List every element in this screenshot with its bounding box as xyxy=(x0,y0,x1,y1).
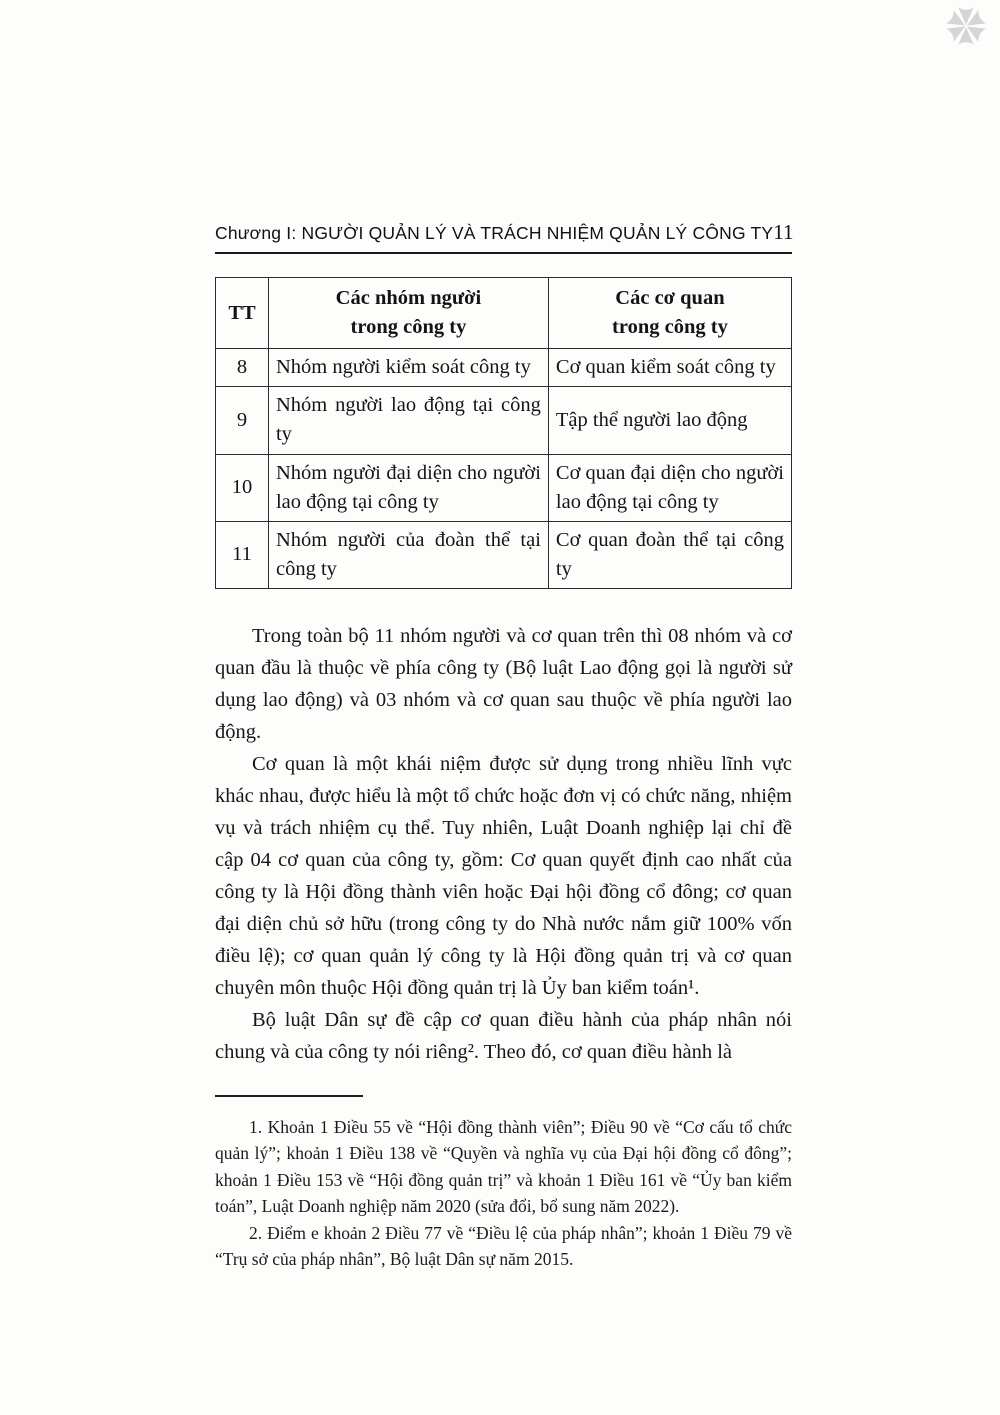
body-paragraph: Trong toàn bộ 11 nhóm người và cơ quan trên thì 08 nhóm và cơ quan đầu là thuộc về phía công ty (Bộ luật Lao động gọi là người sử dụng lao động) và 03 nhóm và cơ quan sau thuộc về phía người lao động. xyxy=(215,624,792,743)
group-cell: Nhóm người đại diện cho người lao động tại công ty xyxy=(268,454,548,521)
organ-cell: Tập thể người lao động xyxy=(548,387,791,454)
row-number: 9 xyxy=(216,387,269,454)
footnote-separator xyxy=(215,1095,363,1097)
col-header-groups xyxy=(268,278,548,349)
col-header-organs xyxy=(548,278,791,349)
footnote: 2. Điểm e khoản 2 Điều 77 về “Điều lệ của pháp nhân”; khoản 1 Điều 79 về “Trụ sở của pháp nhân”, Bộ luật Dân sự năm 2015. xyxy=(215,1222,792,1270)
flower-ornament-icon xyxy=(944,4,988,48)
running-header xyxy=(215,220,792,254)
table-row xyxy=(216,521,792,588)
body-paragraph: Cơ quan là một khái niệm được sử dụng trong nhiều lĩnh vực khác nhau, được hiểu là một tổ chức hoặc đơn vị có chức năng, nhiệm vụ và trách nhiệm cụ thể. Tuy nhiên, Luật Doanh nghiệp lại chỉ đề cập 04 cơ quan của công ty, gồm: Cơ quan quyết định cao nhất của công ty là Hội đồng thành viên hoặc Đại hội đồng cổ đông; cơ quan đại diện chủ sở hữu (trong công ty do Nhà nước nắm giữ 100% vốn điều lệ); cơ quan quản lý công ty là Hội đồng quản trị và cơ quan chuyên môn thuộc Hội đồng quản trị là Ủy ban kiểm toán¹. xyxy=(215,752,792,999)
col-header-groups-line1: Các nhóm người xyxy=(335,287,482,309)
table-row xyxy=(216,454,792,521)
col-header-organs-line1: Các cơ quan xyxy=(615,287,725,309)
group-cell: Nhóm người của đoàn thể tại công ty xyxy=(268,521,548,588)
chapter-title: Chương I: NGƯỜI QUẢN LÝ VÀ TRÁCH NHIỆM QUẢN LÝ CÔNG TY xyxy=(215,223,774,243)
group-cell: Nhóm người lao động tại công ty xyxy=(268,387,548,454)
col-header-organs-line2: trong công ty xyxy=(612,316,728,339)
row-number: 8 xyxy=(216,349,269,387)
row-number: 11 xyxy=(216,521,269,588)
row-number: 10 xyxy=(216,454,269,521)
organ-cell: Cơ quan kiểm soát công ty xyxy=(548,349,791,387)
table-header-row xyxy=(216,278,792,349)
page-number: 11 xyxy=(773,220,794,244)
body-paragraph: Bộ luật Dân sự đề cập cơ quan điều hành của pháp nhân nói chung và của công ty nói riêng². Theo đó, cơ quan điều hành là xyxy=(215,1008,792,1063)
table-row xyxy=(216,387,792,454)
groups-organs-table xyxy=(215,277,792,589)
organ-cell: Cơ quan đại diện cho người lao động tại công ty xyxy=(548,454,791,521)
col-header-tt: TT xyxy=(216,278,269,349)
table-row xyxy=(216,349,792,387)
footnote: 1. Khoản 1 Điều 55 về “Hội đồng thành viên”; Điều 90 về “Cơ cấu tổ chức quản lý”; khoản 1 Điều 138 về “Quyền và nghĩa vụ của Đại hội đồng cổ đông”; khoản 1 Điều 153 về “Hội đồng quản trị” và khoản 1 Điều 161 về “Ủy ban kiểm toán”, Luật Doanh nghiệp năm 2020 (sửa đổi, bổ sung năm 2022). xyxy=(215,1116,792,1217)
organ-cell: Cơ quan đoàn thể tại công ty xyxy=(548,521,791,588)
group-cell: Nhóm người kiểm soát công ty xyxy=(268,349,548,387)
col-header-groups-line2: trong công ty xyxy=(350,316,467,339)
page-content xyxy=(215,220,792,1273)
